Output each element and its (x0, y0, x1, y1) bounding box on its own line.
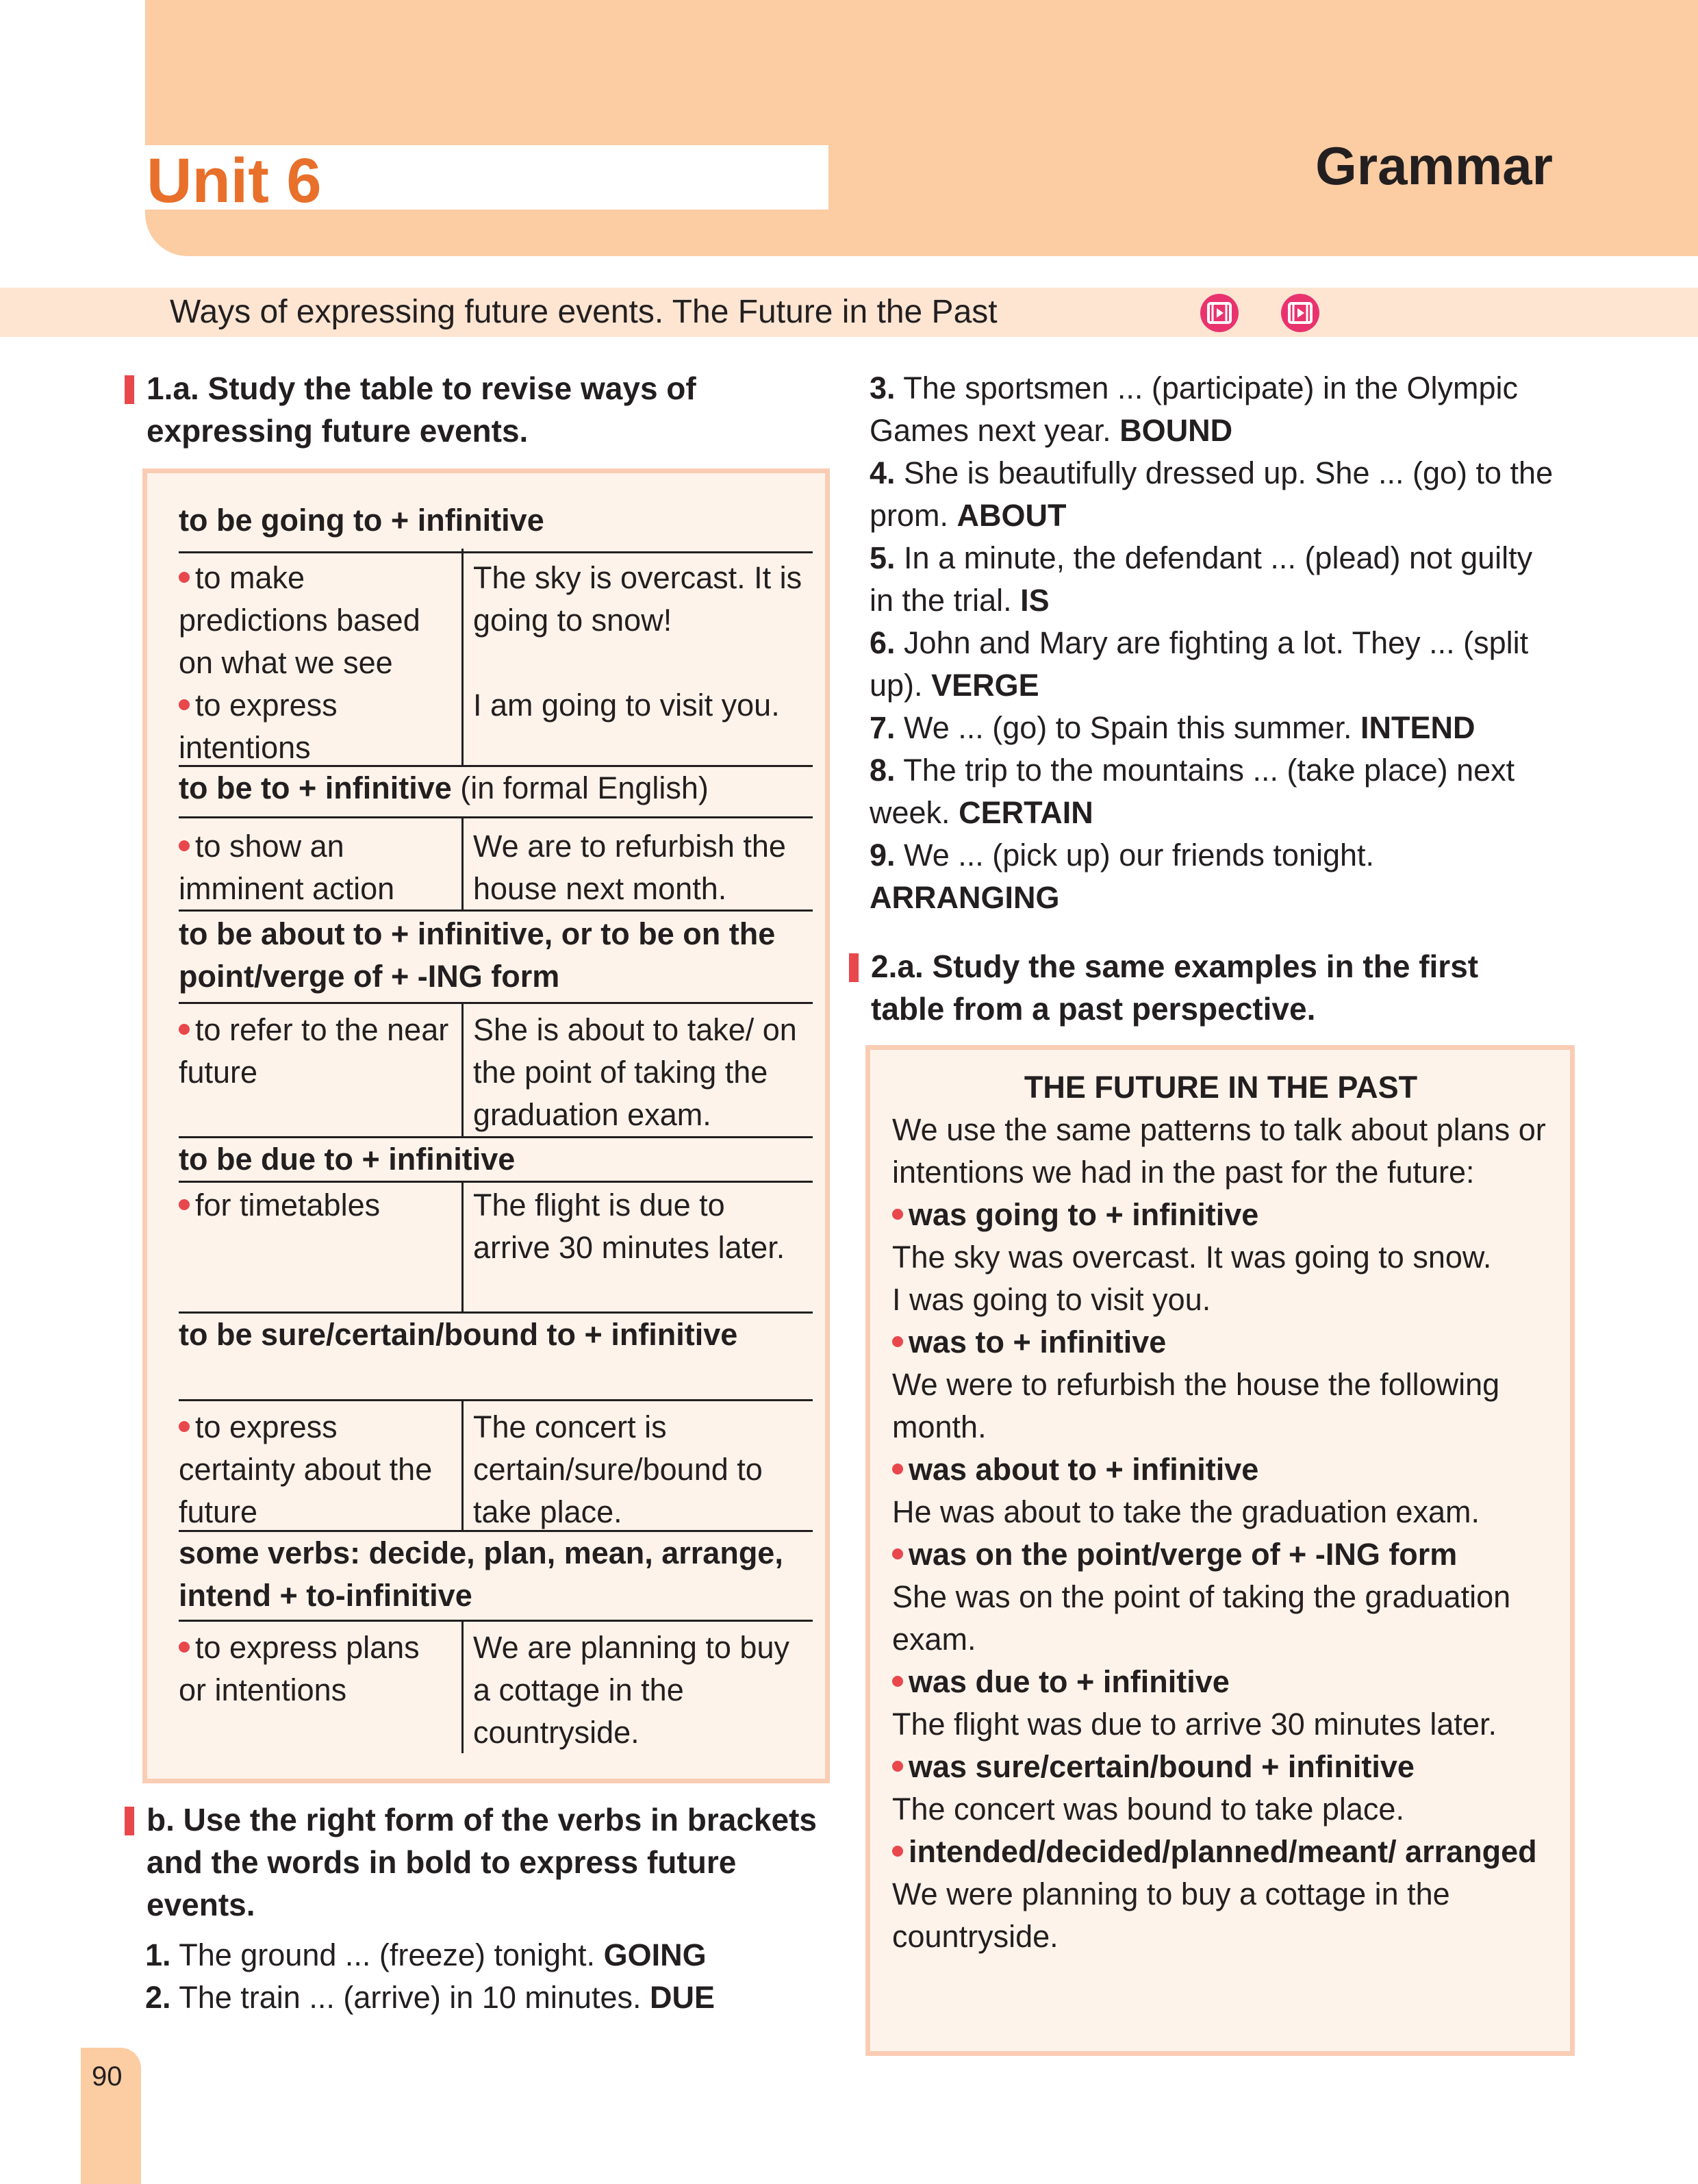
pattern-heading: was about to + infinitive (892, 1448, 1549, 1491)
table-example: She is about to take/ on the point of taking the graduation exam. (473, 1012, 797, 1132)
table-heading: to be to + infinitive (in formal English) (179, 767, 813, 818)
table-divider (461, 1183, 464, 1311)
table-divider (461, 1002, 464, 1136)
header-band (145, 0, 1698, 256)
table-use: to express certainty about the future (179, 1409, 433, 1529)
task-marker (849, 953, 859, 982)
table-use: to express plans or intentions (179, 1630, 420, 1707)
future-in-past-box (865, 1045, 1575, 2056)
pattern-heading: intended/decided/planned/meant/ arranged (892, 1831, 1549, 1873)
task-2a-instruction: 2.a. Study the same examples in the first table from a past perspective. (870, 945, 1554, 1030)
pattern-heading: was on the point/verge of + -ING form (892, 1533, 1549, 1576)
table-use: to refer to the near future (179, 1012, 449, 1090)
pattern-example: The flight was due to arrive 30 minutes later. (892, 1707, 1497, 1742)
exercise-item: 7. We ... (go) to Spain this summer. INTEND (870, 710, 1475, 745)
bullet-icon (892, 1209, 903, 1220)
grammar-table (142, 468, 830, 1783)
pattern-example: She was on the point of taking the graduation exam. (892, 1579, 1511, 1657)
task-1a-instruction: 1.a. Study the table to revise ways of expressing future events. (145, 367, 830, 452)
unit-title: Unit 6 (147, 146, 322, 216)
table-heading: to be sure/certain/bound to + infinitive (179, 1314, 813, 1401)
pattern-example: We were to refurbish the house the following month. (892, 1367, 1500, 1444)
exercise-item: 3. The sportsmen ... (participate) in the Olympic Games next year. BOUND (870, 371, 1519, 448)
table-heading: to be going to + infinitive (179, 497, 813, 553)
pattern-example: The concert was bound to take place. (892, 1792, 1404, 1827)
table-example: The flight is due to arrive 30 minutes later. (473, 1188, 785, 1265)
exercise-item: 1. The ground ... (freeze) tonight. GOING (145, 1937, 707, 1972)
pattern-heading: was to + infinitive (892, 1321, 1549, 1364)
table-example: The concert is certain/sure/bound to take place. (473, 1409, 763, 1529)
table-use: to show an imminent action (179, 829, 395, 906)
bullet-icon (179, 840, 190, 851)
bullet-icon (892, 1761, 903, 1772)
video-icon[interactable] (1280, 293, 1320, 333)
task-marker (125, 375, 134, 404)
bullet-icon (179, 699, 190, 710)
bullet-icon (179, 1421, 190, 1432)
task-2a (870, 945, 1554, 1030)
table-heading: to be due to + infinitive (179, 1138, 813, 1183)
pattern-example: He was about to take the graduation exam. (892, 1494, 1480, 1529)
future-in-past-content (892, 1066, 1549, 1958)
task-marker (125, 1807, 134, 1835)
table-heading: to be about to + infinitive, or to be on the point/verge of + -ING form (179, 912, 813, 1004)
table-use: to express intentions (179, 688, 338, 765)
exercise-item: 2. The train ... (arrive) in 10 minutes. DUE (145, 1980, 715, 2015)
table-heading: some verbs: decide, plan, mean, arrange, intend + to-infinitive (179, 1532, 813, 1622)
exercise-item: 8. The trip to the mountains ... (take place) next week. CERTAIN (870, 753, 1515, 830)
table-use: to make predictions based on what we see (179, 560, 420, 680)
table-divider (461, 1622, 464, 1753)
lesson-subtitle: Ways of expressing future events. The Future in the Past (170, 294, 998, 330)
future-in-past-intro: We use the same patterns to talk about plans or intentions we had in the past for the future: (892, 1112, 1546, 1190)
exercise-list (145, 1934, 830, 2019)
pattern-example: I was going to visit you. (892, 1282, 1211, 1317)
table-example: The sky is overcast. It is going to snow! (473, 560, 802, 638)
pattern-heading: was due to + infinitive (892, 1661, 1549, 1703)
page-number: 90 (92, 2061, 123, 2092)
video-icon[interactable] (1200, 293, 1239, 333)
exercise-list-continued (870, 367, 1554, 919)
exercise-item: 6. John and Mary are fighting a lot. They ... (split up). VERGE (870, 625, 1529, 703)
bullet-icon (892, 1464, 903, 1474)
table-example: We are to refurbish the house next month. (473, 829, 786, 906)
table-divider (461, 1401, 464, 1530)
exercise-item: 5. In a minute, the defendant ... (plead) not guilty in the trial. IS (870, 540, 1533, 618)
table-use: for timetables (179, 1184, 453, 1227)
table-example: I am going to visit you. (473, 688, 780, 723)
table-divider (461, 816, 464, 909)
future-in-past-title: THE FUTURE IN THE PAST (1024, 1070, 1418, 1105)
bullet-icon (179, 572, 190, 583)
bullet-icon (892, 1548, 903, 1559)
bullet-icon (179, 1024, 190, 1035)
task-1b (145, 1798, 830, 2019)
bullet-icon (892, 1336, 903, 1347)
table-divider (461, 549, 464, 765)
pattern-heading: was sure/certain/bound + infinitive (892, 1746, 1549, 1788)
pattern-example: We were planning to buy a cottage in the countryside. (892, 1877, 1450, 1954)
bullet-icon (179, 1642, 190, 1653)
bullet-icon (892, 1676, 903, 1687)
exercise-item: 9. We ... (pick up) our friends tonight. ARRANGING (870, 838, 1375, 915)
table-example: We are planning to buy a cottage in the countryside. (473, 1630, 789, 1750)
bullet-icon (892, 1846, 903, 1857)
pattern-example: The sky was overcast. It was going to snow. (892, 1240, 1492, 1275)
section-title: Grammar (1315, 136, 1553, 196)
exercise-item: 4. She is beautifully dressed up. She ... (go) to the prom. ABOUT (870, 455, 1554, 533)
task-1b-instruction: b. Use the right form of the verbs in brackets and the words in bold to express future events. (145, 1798, 830, 1926)
bullet-icon (179, 1199, 190, 1210)
task-1a (145, 367, 830, 452)
pattern-heading: was going to + infinitive (892, 1194, 1549, 1236)
